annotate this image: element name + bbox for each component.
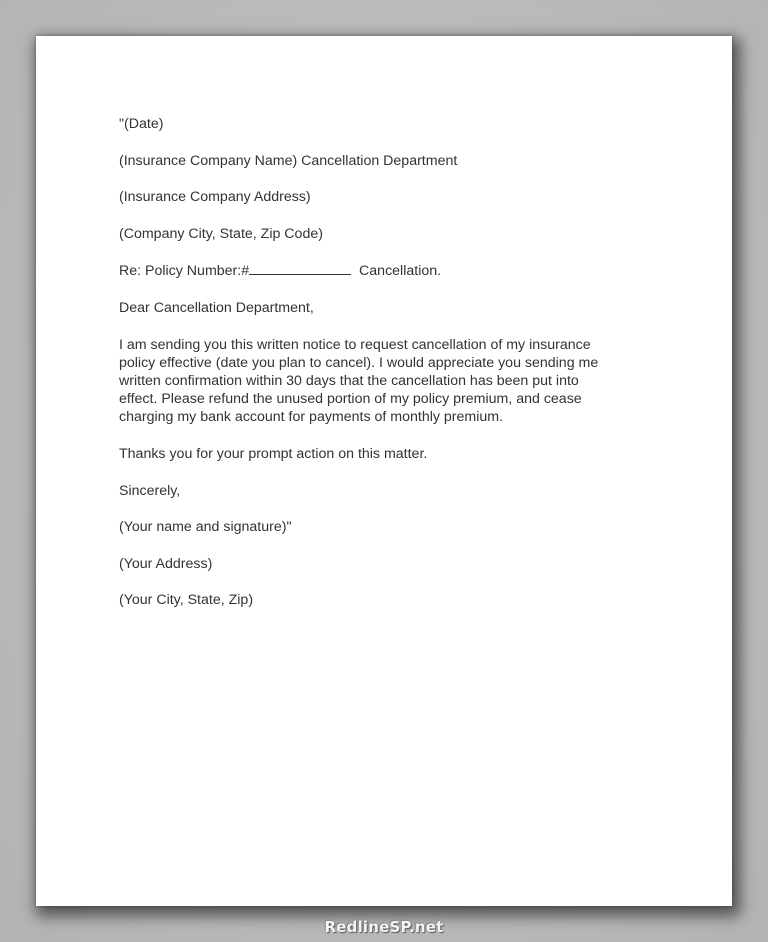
letter-body	[119, 115, 659, 628]
closing: Sincerely,	[119, 482, 181, 499]
salutation: Dear Cancellation Department,	[119, 299, 314, 316]
sender-address: (Your Address)	[119, 555, 213, 572]
body-line: I am sending you this written notice to request cancellation of my insurance	[119, 336, 591, 353]
body-line: charging my bank account for payments of monthly premium.	[119, 409, 504, 426]
policy-number-blank	[249, 261, 351, 275]
body-paragraph	[119, 336, 649, 427]
recipient-company-address: (Insurance Company Address)	[119, 189, 311, 206]
letter-page	[36, 36, 732, 906]
watermark: RedlineSP.net	[324, 918, 444, 936]
body-line: policy effective (date you plan to cancel). I would appreciate you sending me	[119, 354, 599, 371]
recipient-company-name: (Insurance Company Name) Cancellation Department	[119, 152, 458, 169]
body-line: effect. Please refund the unused portion of my policy premium, and cease	[119, 391, 582, 408]
date-line: "(Date)	[119, 116, 164, 132]
thanks-line: Thanks you for your prompt action on this matter.	[119, 445, 428, 462]
signature-line: (Your name and signature)"	[119, 519, 292, 536]
recipient-city-state-zip: (Company City, State, Zip Code)	[119, 225, 323, 242]
body-line: written confirmation within 30 days that the cancellation has been put into	[119, 372, 579, 389]
subject-prefix: Re: Policy Number:#	[119, 263, 250, 280]
subject-suffix: Cancellation.	[355, 263, 442, 280]
sender-city-state-zip: (Your City, State, Zip)	[119, 592, 254, 609]
subject-line	[119, 261, 659, 280]
